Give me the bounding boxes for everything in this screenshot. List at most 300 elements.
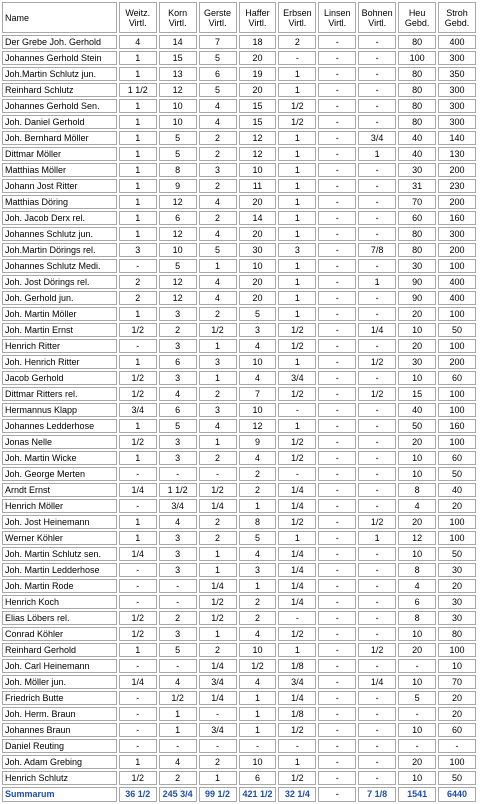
- table-row: [2, 771, 476, 785]
- row-value-cell: 1: [199, 259, 237, 273]
- row-value-cell: 40: [398, 131, 436, 145]
- row-name-cell: Joh. Carl Heinemann: [2, 659, 117, 673]
- row-value-cell: 60: [398, 211, 436, 225]
- row-value-cell: 12: [159, 275, 197, 289]
- row-value-cell: 3/4: [199, 723, 237, 737]
- row-value-cell: 3/4: [358, 131, 396, 145]
- row-name-cell: Henrich Möller: [2, 499, 117, 513]
- row-value-cell: -: [318, 579, 356, 593]
- row-value-cell: -: [358, 403, 396, 417]
- row-value-cell: 5: [239, 307, 277, 321]
- row-value-cell: 6: [398, 595, 436, 609]
- row-value-cell: 4: [199, 275, 237, 289]
- row-value-cell: 300: [438, 227, 476, 241]
- row-value-cell: 4: [398, 499, 436, 513]
- row-value-cell: -: [119, 339, 157, 353]
- table-row: [2, 483, 476, 497]
- row-value-cell: 1: [119, 419, 157, 433]
- column-header-unit: Virtl.: [368, 17, 387, 28]
- row-value-cell: 80: [398, 35, 436, 49]
- row-value-cell: 1/2: [119, 435, 157, 449]
- column-header-label: Bohnen: [361, 7, 393, 18]
- row-name-cell: Hermannus Klapp: [2, 403, 117, 417]
- row-value-cell: 1: [358, 147, 396, 161]
- column-header-label: Haffer: [245, 7, 270, 18]
- row-value-cell: 31: [398, 179, 436, 193]
- row-value-cell: 100: [438, 307, 476, 321]
- row-value-cell: 2: [199, 131, 237, 145]
- table-row: [2, 659, 476, 673]
- row-value-cell: 1: [278, 275, 316, 289]
- row-value-cell: -: [318, 291, 356, 305]
- row-name-cell: Joh. Adam Grebing: [2, 755, 117, 769]
- row-value-cell: 30: [438, 563, 476, 577]
- column-header-label: Stroh: [446, 7, 468, 18]
- row-value-cell: 20: [438, 707, 476, 721]
- row-value-cell: -: [318, 195, 356, 209]
- row-value-cell: 1: [119, 307, 157, 321]
- table-row: [2, 51, 476, 65]
- row-value-cell: 15: [239, 115, 277, 129]
- column-header-label: Korn: [168, 7, 188, 18]
- row-value-cell: 3: [199, 403, 237, 417]
- row-value-cell: 1/4: [278, 579, 316, 593]
- row-value-cell: 2: [278, 35, 316, 49]
- row-value-cell: 4: [239, 675, 277, 689]
- row-value-cell: 10: [159, 243, 197, 257]
- row-value-cell: 4: [159, 387, 197, 401]
- row-value-cell: -: [278, 467, 316, 481]
- row-value-cell: 2: [199, 307, 237, 321]
- row-value-cell: -: [119, 499, 157, 513]
- column-header-unit: Virtl.: [128, 17, 147, 28]
- row-value-cell: -: [119, 563, 157, 577]
- row-value-cell: 1: [278, 211, 316, 225]
- row-value-cell: -: [318, 435, 356, 449]
- row-value-cell: 2: [199, 147, 237, 161]
- row-value-cell: -: [318, 531, 356, 545]
- table-row: [2, 643, 476, 657]
- row-value-cell: 80: [438, 627, 476, 641]
- row-value-cell: -: [199, 739, 237, 753]
- row-value-cell: 1/4: [278, 483, 316, 497]
- row-value-cell: 5: [159, 259, 197, 273]
- row-name-cell: Joh. Jacob Derx rel.: [2, 211, 117, 225]
- row-value-cell: 2: [239, 483, 277, 497]
- row-value-cell: 1: [119, 163, 157, 177]
- row-value-cell: 2: [199, 179, 237, 193]
- row-value-cell: 4: [159, 675, 197, 689]
- row-name-cell: Werner Köhler: [2, 531, 117, 545]
- row-value-cell: 1/4: [199, 691, 237, 705]
- row-value-cell: 12: [159, 83, 197, 97]
- row-value-cell: -: [318, 355, 356, 369]
- row-value-cell: 12: [159, 195, 197, 209]
- row-value-cell: 12: [239, 131, 277, 145]
- row-value-cell: 1/2: [278, 339, 316, 353]
- row-name-cell: Henrich Schlutz: [2, 771, 117, 785]
- row-value-cell: 60: [438, 723, 476, 737]
- table-row: [2, 355, 476, 369]
- row-value-cell: -: [358, 547, 396, 561]
- row-value-cell: 1: [119, 643, 157, 657]
- row-value-cell: 30: [438, 611, 476, 625]
- row-name-cell: Henrich Koch: [2, 595, 117, 609]
- row-value-cell: -: [358, 67, 396, 81]
- row-value-cell: 50: [438, 771, 476, 785]
- row-value-cell: 1: [159, 707, 197, 721]
- row-value-cell: 6: [159, 211, 197, 225]
- row-value-cell: 10: [398, 627, 436, 641]
- row-value-cell: 7: [199, 35, 237, 49]
- row-value-cell: 80: [398, 243, 436, 257]
- row-value-cell: 1: [278, 643, 316, 657]
- column-header-unit: Virtl.: [288, 17, 307, 28]
- row-value-cell: -: [318, 403, 356, 417]
- row-value-cell: 4: [199, 115, 237, 129]
- row-value-cell: 3/4: [199, 675, 237, 689]
- row-name-cell: Johannes Schlutz jun.: [2, 227, 117, 241]
- table-row: [2, 451, 476, 465]
- row-value-cell: 3/4: [119, 403, 157, 417]
- row-value-cell: -: [318, 387, 356, 401]
- row-value-cell: 1/2: [358, 387, 396, 401]
- row-value-cell: 4: [239, 451, 277, 465]
- row-value-cell: 70: [398, 195, 436, 209]
- table-row: [2, 707, 476, 721]
- row-value-cell: 200: [438, 195, 476, 209]
- column-header-label: Weitz.: [125, 7, 151, 18]
- row-value-cell: 300: [438, 99, 476, 113]
- row-value-cell: 20: [398, 643, 436, 657]
- row-value-cell: -: [318, 515, 356, 529]
- row-value-cell: 1: [199, 547, 237, 561]
- row-value-cell: 3: [199, 163, 237, 177]
- row-value-cell: 2: [159, 611, 197, 625]
- row-value-cell: 1: [119, 147, 157, 161]
- row-value-cell: 8: [398, 611, 436, 625]
- row-value-cell: 3: [159, 531, 197, 545]
- row-value-cell: 1/4: [119, 675, 157, 689]
- row-value-cell: -: [318, 163, 356, 177]
- row-value-cell: -: [318, 659, 356, 673]
- row-value-cell: -: [318, 563, 356, 577]
- table-row: [2, 739, 476, 753]
- totals-row: [2, 787, 476, 802]
- row-value-cell: 4: [159, 515, 197, 529]
- column-header-stroh: [438, 2, 476, 33]
- row-value-cell: 1: [119, 67, 157, 81]
- row-value-cell: 1/4: [358, 675, 396, 689]
- row-value-cell: 10: [159, 115, 197, 129]
- row-value-cell: -: [318, 99, 356, 113]
- row-value-cell: 1/2: [119, 387, 157, 401]
- row-value-cell: 1 1/2: [159, 483, 197, 497]
- row-name-cell: Jonas Nelle: [2, 435, 117, 449]
- row-name-cell: Arndt Ernst: [2, 483, 117, 497]
- row-value-cell: -: [318, 755, 356, 769]
- row-value-cell: 4: [239, 371, 277, 385]
- row-value-cell: 1/2: [358, 515, 396, 529]
- row-value-cell: 1/2: [239, 659, 277, 673]
- row-value-cell: 4: [199, 419, 237, 433]
- row-value-cell: -: [318, 707, 356, 721]
- row-value-cell: 1/4: [358, 323, 396, 337]
- row-value-cell: -: [318, 275, 356, 289]
- row-value-cell: 12: [398, 531, 436, 545]
- row-value-cell: 20: [438, 691, 476, 705]
- row-value-cell: 1: [278, 531, 316, 545]
- row-value-cell: 1/2: [119, 611, 157, 625]
- row-value-cell: 2: [239, 595, 277, 609]
- row-value-cell: -: [358, 115, 396, 129]
- row-value-cell: 80: [398, 115, 436, 129]
- row-value-cell: -: [278, 51, 316, 65]
- table-row: [2, 67, 476, 81]
- row-value-cell: -: [358, 307, 396, 321]
- row-value-cell: 1/2: [278, 387, 316, 401]
- column-header-linsen: [318, 2, 356, 33]
- row-value-cell: 2: [159, 323, 197, 337]
- row-value-cell: -: [358, 35, 396, 49]
- row-value-cell: 1/2: [199, 483, 237, 497]
- totals-label: Summarum: [2, 787, 117, 802]
- row-value-cell: -: [119, 467, 157, 481]
- row-value-cell: -: [159, 659, 197, 673]
- row-value-cell: 350: [438, 67, 476, 81]
- row-value-cell: -: [318, 371, 356, 385]
- column-header-erbsen: [278, 2, 316, 33]
- row-value-cell: 100: [438, 435, 476, 449]
- total-cell: 99 1/2: [199, 787, 237, 802]
- row-value-cell: -: [318, 307, 356, 321]
- row-name-cell: Dittmar Ritters rel.: [2, 387, 117, 401]
- column-header-name: [2, 2, 117, 33]
- table-row: [2, 563, 476, 577]
- row-value-cell: 1/2: [199, 323, 237, 337]
- row-value-cell: 30: [239, 243, 277, 257]
- row-value-cell: -: [159, 595, 197, 609]
- table-row: [2, 211, 476, 225]
- row-value-cell: 2: [199, 387, 237, 401]
- row-value-cell: 1/2: [199, 595, 237, 609]
- row-name-cell: Joh. Daniel Gerhold: [2, 115, 117, 129]
- row-value-cell: 10: [398, 547, 436, 561]
- row-value-cell: 20: [239, 83, 277, 97]
- row-value-cell: -: [358, 755, 396, 769]
- table-row: [2, 291, 476, 305]
- total-cell: 36 1/2: [119, 787, 157, 802]
- row-value-cell: -: [358, 339, 396, 353]
- row-name-cell: Joh. Gerhold jun.: [2, 291, 117, 305]
- row-value-cell: 160: [438, 419, 476, 433]
- row-name-cell: Johannes Gerhold Sen.: [2, 99, 117, 113]
- row-name-cell: Dittmar Möller: [2, 147, 117, 161]
- row-value-cell: 1: [119, 355, 157, 369]
- row-value-cell: 1: [278, 291, 316, 305]
- row-value-cell: 5: [159, 419, 197, 433]
- row-name-cell: Joh. Möller jun.: [2, 675, 117, 689]
- row-value-cell: -: [318, 771, 356, 785]
- row-name-cell: Joh. Martin Möller: [2, 307, 117, 321]
- row-value-cell: -: [358, 99, 396, 113]
- row-value-cell: 2: [119, 291, 157, 305]
- row-value-cell: 4: [398, 579, 436, 593]
- row-value-cell: 3: [159, 627, 197, 641]
- total-cell: -: [318, 787, 356, 802]
- row-value-cell: 1 1/2: [119, 83, 157, 97]
- row-value-cell: 130: [438, 147, 476, 161]
- row-value-cell: -: [358, 435, 396, 449]
- table-row: [2, 387, 476, 401]
- row-value-cell: 6: [159, 403, 197, 417]
- row-value-cell: -: [119, 691, 157, 705]
- row-value-cell: 6: [159, 355, 197, 369]
- row-value-cell: 1: [119, 195, 157, 209]
- row-value-cell: 5: [159, 643, 197, 657]
- row-value-cell: 10: [398, 675, 436, 689]
- row-name-cell: Matthias Döring: [2, 195, 117, 209]
- row-value-cell: -: [318, 83, 356, 97]
- row-value-cell: 1: [278, 419, 316, 433]
- row-value-cell: 100: [438, 259, 476, 273]
- row-value-cell: 100: [398, 51, 436, 65]
- row-value-cell: -: [119, 707, 157, 721]
- row-value-cell: 50: [398, 419, 436, 433]
- row-value-cell: 60: [438, 371, 476, 385]
- row-name-cell: Henrich Ritter: [2, 339, 117, 353]
- row-value-cell: 1: [278, 195, 316, 209]
- total-cell: 1541: [398, 787, 436, 802]
- total-cell: 245 3/4: [159, 787, 197, 802]
- row-value-cell: 80: [398, 67, 436, 81]
- row-value-cell: 1/4: [119, 547, 157, 561]
- row-value-cell: 4: [239, 339, 277, 353]
- row-value-cell: -: [358, 211, 396, 225]
- row-value-cell: -: [358, 579, 396, 593]
- row-value-cell: 15: [398, 387, 436, 401]
- row-value-cell: 1: [278, 179, 316, 193]
- row-value-cell: -: [318, 595, 356, 609]
- row-value-cell: -: [278, 739, 316, 753]
- row-value-cell: 100: [438, 531, 476, 545]
- table-row: [2, 403, 476, 417]
- column-header-label: Erbsen: [283, 7, 312, 18]
- row-value-cell: 90: [398, 291, 436, 305]
- row-value-cell: -: [358, 371, 396, 385]
- row-value-cell: -: [358, 771, 396, 785]
- row-value-cell: 5: [159, 131, 197, 145]
- row-value-cell: 10: [239, 755, 277, 769]
- row-value-cell: 12: [239, 147, 277, 161]
- row-value-cell: 40: [398, 403, 436, 417]
- row-value-cell: 1: [119, 227, 157, 241]
- row-value-cell: 1/2: [358, 643, 396, 657]
- row-value-cell: 30: [398, 355, 436, 369]
- row-value-cell: 400: [438, 291, 476, 305]
- row-value-cell: -: [119, 659, 157, 673]
- row-value-cell: -: [358, 179, 396, 193]
- row-value-cell: 10: [398, 771, 436, 785]
- row-value-cell: 15: [239, 99, 277, 113]
- row-value-cell: 3: [239, 323, 277, 337]
- row-value-cell: -: [398, 739, 436, 753]
- row-value-cell: 1/4: [278, 499, 316, 513]
- row-value-cell: 1/2: [119, 323, 157, 337]
- row-name-cell: Reinhard Gerhold: [2, 643, 117, 657]
- column-header-label: Name: [5, 12, 30, 23]
- row-value-cell: -: [159, 579, 197, 593]
- row-value-cell: -: [358, 611, 396, 625]
- row-value-cell: -: [318, 131, 356, 145]
- column-header-unit: Virtl.: [328, 17, 347, 28]
- table-row: [2, 611, 476, 625]
- row-value-cell: 8: [398, 563, 436, 577]
- row-value-cell: -: [318, 627, 356, 641]
- row-value-cell: 300: [438, 51, 476, 65]
- row-value-cell: 9: [239, 435, 277, 449]
- row-value-cell: 1: [278, 355, 316, 369]
- row-value-cell: 1: [119, 451, 157, 465]
- row-value-cell: 200: [438, 163, 476, 177]
- row-value-cell: 1/4: [278, 547, 316, 561]
- row-value-cell: -: [438, 739, 476, 753]
- table-row: [2, 435, 476, 449]
- row-value-cell: 1: [278, 259, 316, 273]
- row-value-cell: 1: [199, 771, 237, 785]
- row-value-cell: 1/2: [278, 723, 316, 737]
- row-name-cell: Joh. George Merten: [2, 467, 117, 481]
- row-value-cell: 20: [239, 291, 277, 305]
- row-value-cell: -: [318, 643, 356, 657]
- row-value-cell: 1: [278, 307, 316, 321]
- row-name-cell: Daniel Reuting: [2, 739, 117, 753]
- row-value-cell: 10: [398, 467, 436, 481]
- table-row: [2, 195, 476, 209]
- row-name-cell: Joh. Martin Schlutz sen.: [2, 547, 117, 561]
- row-value-cell: 3/4: [278, 675, 316, 689]
- row-value-cell: -: [358, 627, 396, 641]
- row-value-cell: 1: [119, 515, 157, 529]
- row-value-cell: 19: [239, 67, 277, 81]
- row-value-cell: 1/4: [199, 579, 237, 593]
- row-value-cell: -: [318, 147, 356, 161]
- row-value-cell: 1/2: [278, 323, 316, 337]
- row-value-cell: 30: [438, 595, 476, 609]
- row-value-cell: 5: [239, 531, 277, 545]
- row-value-cell: 400: [438, 275, 476, 289]
- row-value-cell: 90: [398, 275, 436, 289]
- table-row: [2, 147, 476, 161]
- row-value-cell: 1/4: [278, 563, 316, 577]
- column-header-unit: Gebd.: [444, 17, 470, 28]
- column-header-weitzen: [119, 2, 157, 33]
- row-value-cell: -: [358, 163, 396, 177]
- row-value-cell: 1: [199, 371, 237, 385]
- row-value-cell: 3/4: [159, 499, 197, 513]
- row-value-cell: -: [358, 483, 396, 497]
- row-value-cell: 1: [119, 211, 157, 225]
- row-value-cell: 10: [398, 371, 436, 385]
- row-value-cell: 100: [438, 403, 476, 417]
- table-row: [2, 627, 476, 641]
- row-value-cell: 20: [438, 579, 476, 593]
- row-value-cell: -: [358, 723, 396, 737]
- row-value-cell: -: [318, 243, 356, 257]
- row-value-cell: 3: [159, 435, 197, 449]
- row-value-cell: -: [358, 51, 396, 65]
- row-value-cell: 2: [199, 643, 237, 657]
